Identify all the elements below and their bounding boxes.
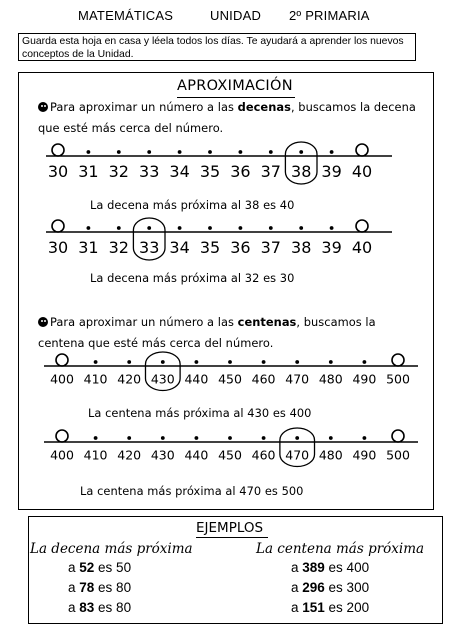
tick-label: 430 [150,371,175,387]
number-line-centenas-1 [44,352,418,391]
tick-dot [262,360,266,364]
tick-label: 450 [218,371,242,387]
tick-dot [147,226,151,230]
example-result: es 80 [94,580,132,595]
example-result: es 300 [324,580,370,595]
example-result: es 200 [324,600,370,615]
tick-label: 480 [318,371,343,387]
centenas-intro-keyword: centenas [237,315,297,329]
example-centena-row [291,600,369,615]
tick-dot [329,436,333,440]
tick-dot [330,150,334,154]
tick-dot [147,150,151,154]
example-prefix: a [291,560,303,575]
example-number: 151 [302,600,325,615]
tick-dot [208,226,212,230]
tick-label: 39 [321,238,342,257]
tick-dot [330,226,334,230]
endpoint-circle [52,144,64,156]
example-result: es 50 [94,560,132,575]
section-title: APROXIMACIÓN [177,78,293,94]
grade-heading: 2º PRIMARIA [289,8,370,23]
example-decena-row [68,560,131,575]
tick-label: 420 [117,371,142,387]
example-prefix: a [291,580,303,595]
tick-label: 470 [285,447,310,463]
endpoint-circle [52,220,64,232]
example-number: 78 [79,580,95,595]
example-decena-row [68,580,131,595]
tick-label: 470 [285,371,310,387]
tick-label: 400 [50,447,74,463]
tick-dot [269,226,273,230]
tick-dot [239,150,243,154]
unit-heading: UNIDAD [210,8,262,23]
tick-label: 480 [318,447,343,463]
endpoint-circle [56,354,68,366]
tick-dot [228,360,232,364]
subject-heading: MATEMÁTICAS [78,8,174,23]
endpoint-circle [356,220,368,232]
examples-title-underline [196,537,268,538]
tick-dot [127,436,131,440]
tick-label: 35 [199,162,221,181]
examples-centena-heading: La centena más próxima [256,541,425,557]
tick-label: 36 [230,162,251,181]
example-number: 52 [79,560,95,575]
tick-label: 500 [386,447,410,463]
centenas-intro-start: Para aproximar un número a las [50,315,238,329]
example-prefix: a [291,600,303,615]
example-decena-row [68,600,131,615]
tick-label: 38 [291,238,312,257]
example-prefix: a [68,580,80,595]
tick-label: 400 [50,371,74,387]
tick-dot [178,226,182,230]
tick-dot [363,360,367,364]
tick-label: 31 [78,162,99,181]
tick-dot [178,150,182,154]
centenas-caption-1: La centena más próxima al 430 es 400 [88,406,312,420]
tick-dot [87,150,91,154]
tick-label: 500 [386,371,410,387]
decenas-intro-keyword: decenas [237,100,291,114]
example-number: 296 [302,580,325,595]
tick-label: 38 [291,162,312,181]
endpoint-circle [392,430,404,442]
tick-label: 490 [352,447,377,463]
decenas-caption-2: La decena más próxima al 32 es 30 [90,271,295,285]
tick-label: 40 [351,238,373,257]
tick-label: 440 [184,371,209,387]
tick-label: 40 [351,162,373,181]
endpoint-circle [56,430,68,442]
smiley-icon [38,317,48,327]
example-centena-row [291,580,369,595]
tick-label: 37 [260,238,281,257]
tick-label: 33 [139,162,160,181]
decenas-caption-1: La decena más próxima al 38 es 40 [90,198,295,212]
tick-label: 35 [199,238,221,257]
tick-dot [269,150,273,154]
tick-label: 31 [78,238,99,257]
tick-dot [94,436,98,440]
tick-dot [195,360,199,364]
example-number: 389 [302,560,325,575]
tick-dot [262,436,266,440]
tick-label: 460 [251,371,276,387]
tick-label: 34 [169,162,190,181]
examples-decena-heading: La decena más próxima [30,541,193,557]
tick-dot [299,150,303,154]
examples-title: EJEMPLOS [196,520,264,536]
example-number: 83 [79,600,95,615]
tick-label: 32 [108,238,129,257]
number-line-decenas-1 [46,142,392,184]
tick-label: 410 [83,371,108,387]
tick-dot [117,226,121,230]
tick-label: 420 [117,447,142,463]
tick-dot [295,360,299,364]
decenas-intro-start: Para aproximar un número a las [50,100,238,114]
example-result: es 80 [94,600,132,615]
instruction-note: Guarda esta hoja en casa y léela todos los días. Te ayudará a aprender los nuevos conceptos de la Unidad. [18,33,416,61]
tick-label: 30 [47,162,69,181]
number-line-decenas-2 [46,218,392,260]
tick-label: 450 [218,447,242,463]
tick-label: 39 [321,162,342,181]
tick-label: 36 [230,238,251,257]
endpoint-circle [356,144,368,156]
tick-label: 460 [251,447,276,463]
endpoint-circle [392,354,404,366]
tick-dot [117,150,121,154]
number-line-centenas-2 [44,428,418,467]
tick-label: 490 [352,371,377,387]
tick-dot [161,436,165,440]
tick-label: 33 [139,238,160,257]
tick-label: 440 [184,447,209,463]
tick-dot [239,226,243,230]
tick-dot [127,360,131,364]
example-prefix: a [68,600,80,615]
centenas-intro-end: , buscamos la centena que esté más cerca del número. [38,315,376,350]
decenas-intro-end: , buscamos la decena que esté más cerca del número. [38,100,416,135]
centenas-intro [38,312,418,354]
tick-dot [329,360,333,364]
tick-label: 430 [150,447,175,463]
tick-dot [195,436,199,440]
tick-label: 30 [47,238,69,257]
tick-label: 37 [260,162,281,181]
tick-dot [87,226,91,230]
tick-dot [161,360,165,364]
tick-dot [299,226,303,230]
tick-dot [94,360,98,364]
tick-dot [228,436,232,440]
tick-label: 410 [83,447,108,463]
tick-dot [363,436,367,440]
tick-label: 34 [169,238,190,257]
centenas-caption-2: La centena más próxima al 470 es 500 [80,484,304,498]
example-prefix: a [68,560,80,575]
example-centena-row [291,560,369,575]
tick-label: 32 [108,162,129,181]
tick-dot [208,150,212,154]
tick-dot [295,436,299,440]
example-result: es 400 [324,560,370,575]
